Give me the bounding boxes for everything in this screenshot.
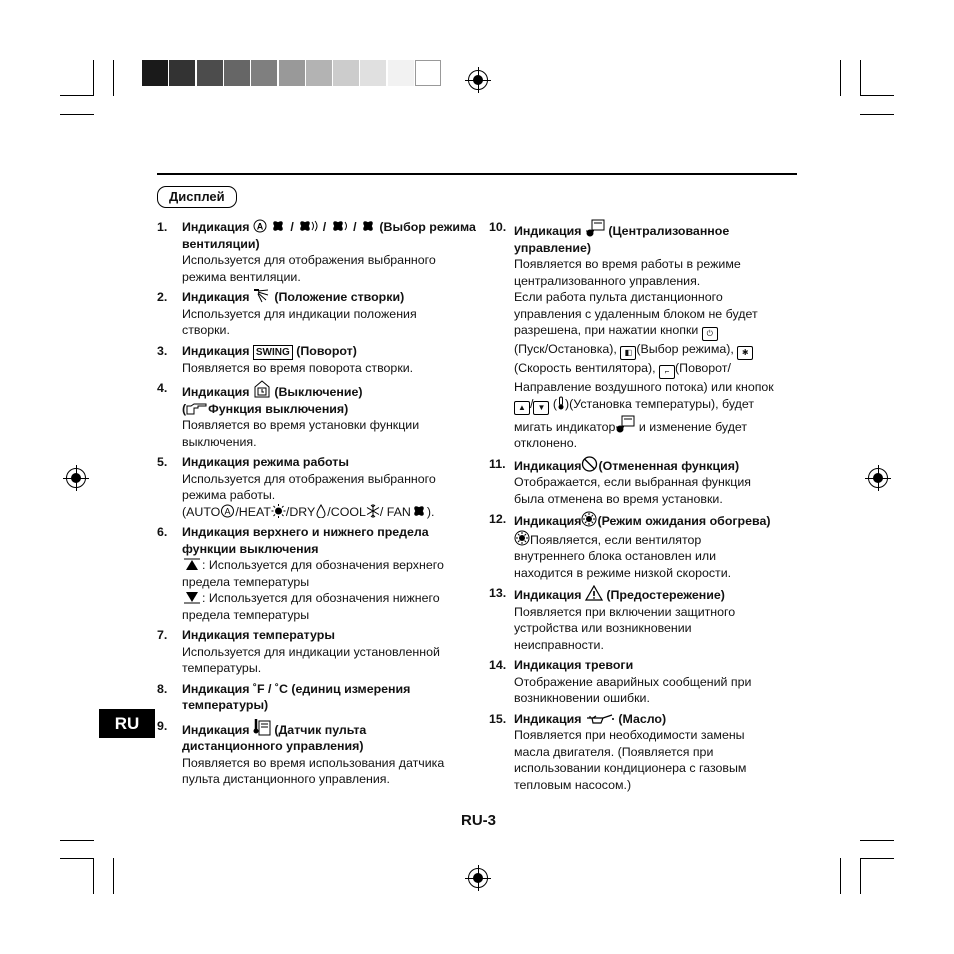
pointing-hand-icon [186, 403, 208, 415]
crop-mark [840, 858, 841, 894]
color-swatch [251, 60, 277, 86]
crop-mark [860, 858, 894, 859]
crop-mark [860, 114, 894, 115]
crop-mark [93, 60, 94, 96]
language-tab: RU [99, 709, 155, 738]
crop-mark [60, 858, 94, 859]
cancelled-function-icon [581, 456, 598, 472]
crop-mark [860, 858, 861, 894]
list-item: 7. Индикация температуры Используется для индикации установленной температуры. [157, 628, 440, 675]
crop-mark [860, 60, 861, 96]
auto-mode-icon [220, 504, 235, 518]
color-swatch [388, 60, 414, 86]
list-item: 9. Индикация (Датчик пульта дистанционного управления) Появляется во время использования датчика пульта дистанционного управления. [157, 718, 445, 786]
color-swatch [197, 60, 223, 86]
color-swatch [169, 60, 195, 86]
list-item: 15. Индикация (Масло) Появляется при необходимости замены масла двигателя. (Появляется при использовании кондиционера с газовым тепловым насосом.) [489, 711, 747, 792]
crop-mark [93, 858, 94, 894]
defrost-standby-icon [514, 530, 530, 546]
list-item: 1. Индикация A / / / (Выбор режима вентиляции) Используется для отображения выбранного режима вентиляции. [157, 220, 476, 284]
registration-mark-icon [63, 465, 89, 491]
crop-mark [860, 95, 894, 96]
crop-mark [840, 60, 841, 96]
color-swatch [333, 60, 359, 86]
oil-can-icon [585, 713, 615, 725]
crop-mark [860, 840, 894, 841]
crop-mark [113, 858, 114, 894]
color-swatch [415, 60, 441, 86]
list-item: 6. Индикация верхнего и нижнего предела функции выключения : Используется для обозначения верхнего предела температуры : Используется для обозначения нижнего предела температуры [157, 525, 444, 622]
list-item: 11. Индикация (Отмененная функция) Отображается, если выбранная функция была отменена во время установки. [489, 456, 751, 506]
list-item: 3. Индикация SWING (Поворот) Появляется во время поворота створки. [157, 343, 414, 375]
color-swatch [224, 60, 250, 86]
off-timer-icon [253, 380, 271, 398]
remote-sensor-icon [253, 718, 271, 736]
crop-mark [60, 95, 94, 96]
fan-high-icon [297, 219, 319, 233]
swing-button-icon: ⌐ [659, 365, 675, 379]
registration-mark-icon [865, 465, 891, 491]
registration-mark-icon [465, 67, 491, 93]
header-rule [157, 173, 797, 175]
left-column [157, 219, 482, 792]
heat-mode-icon [271, 504, 286, 518]
crop-mark [60, 114, 94, 115]
temp-up-button-icon: ▲ [514, 401, 530, 415]
crop-mark [60, 840, 94, 841]
swing-icon: SWING [253, 345, 293, 360]
power-button-icon: ⏻ [702, 327, 718, 341]
central-control-icon [615, 415, 635, 433]
fan-speed-button-icon: ✱ [737, 346, 753, 360]
upper-limit-icon [182, 558, 202, 571]
auto-fan-icon [253, 219, 287, 233]
list-item: 4. Индикация (Выключение) ( Функция выключения) Появляется во время установки функции выключения. [157, 381, 420, 449]
fan-medium-icon [330, 219, 350, 233]
dry-mode-icon [315, 504, 327, 518]
color-swatch [360, 60, 386, 86]
section-title: Дисплей [157, 186, 237, 208]
cool-mode-icon [366, 504, 380, 518]
color-swatch [306, 60, 332, 86]
defrost-standby-icon [581, 511, 597, 527]
list-item: 10. Индикация (Централизованное управление) Появляется во время работы в режиме централизованного управления. Если работа пульта дистанционного управления с удаленным блоком не будет разрешена, при нажатии кнопки ⏻ (Пуск/Остановка), ◧ (Выбор режима), ✱ (Скорость вентилятора), ⌐ (Поворот/ Направление воздушного потока) или кнопок ▲ / ▼ ( )(Установка температуры), будет мигать индикатор и изменение будет отклонено. [489, 220, 774, 450]
list-item: 13. Индикация (Предостережение) Появляется при включении защитного устройства или возникновении неисправности. [489, 586, 736, 652]
list-item: 12. Индикация (Режим ожидания обогрева) Появляется, если вентилятор внутреннего блока остановлен или находится в режиме низкой скорости. [489, 512, 771, 580]
list-item: 14. Индикация тревоги Отображение аварийных сообщений при возникновении ошибки. [489, 658, 752, 705]
fan-low-icon [360, 219, 376, 233]
list-item: 5. Индикация режима работы Используется для отображения выбранного режима работы. (AUTO A /HEAT /DRY /COOL / FAN ). [157, 455, 436, 519]
item-number: 1. [157, 220, 168, 234]
svg-text:A: A [224, 506, 231, 516]
temp-down-button-icon: ▼ [533, 401, 549, 415]
louver-position-icon [253, 289, 271, 303]
list-item: 2. Индикация (Положение створки) Используется для индикации положения створки. [157, 290, 417, 337]
crop-mark [113, 60, 114, 96]
mode-button-icon: ◧ [620, 346, 636, 360]
page-number: RU-3 [461, 812, 497, 829]
color-swatch [142, 60, 168, 86]
svg-text:A: A [256, 221, 264, 232]
right-column [489, 219, 809, 797]
registration-mark-icon [465, 865, 491, 891]
lower-limit-icon [182, 591, 202, 604]
list-item: 8. Индикация ˚F / ˚C (единиц измерения температуры) [157, 681, 411, 712]
warning-icon [585, 585, 603, 601]
thermometer-icon [557, 396, 565, 410]
color-swatch [279, 60, 305, 86]
central-control-icon [585, 219, 605, 237]
fan-mode-icon [411, 504, 427, 518]
